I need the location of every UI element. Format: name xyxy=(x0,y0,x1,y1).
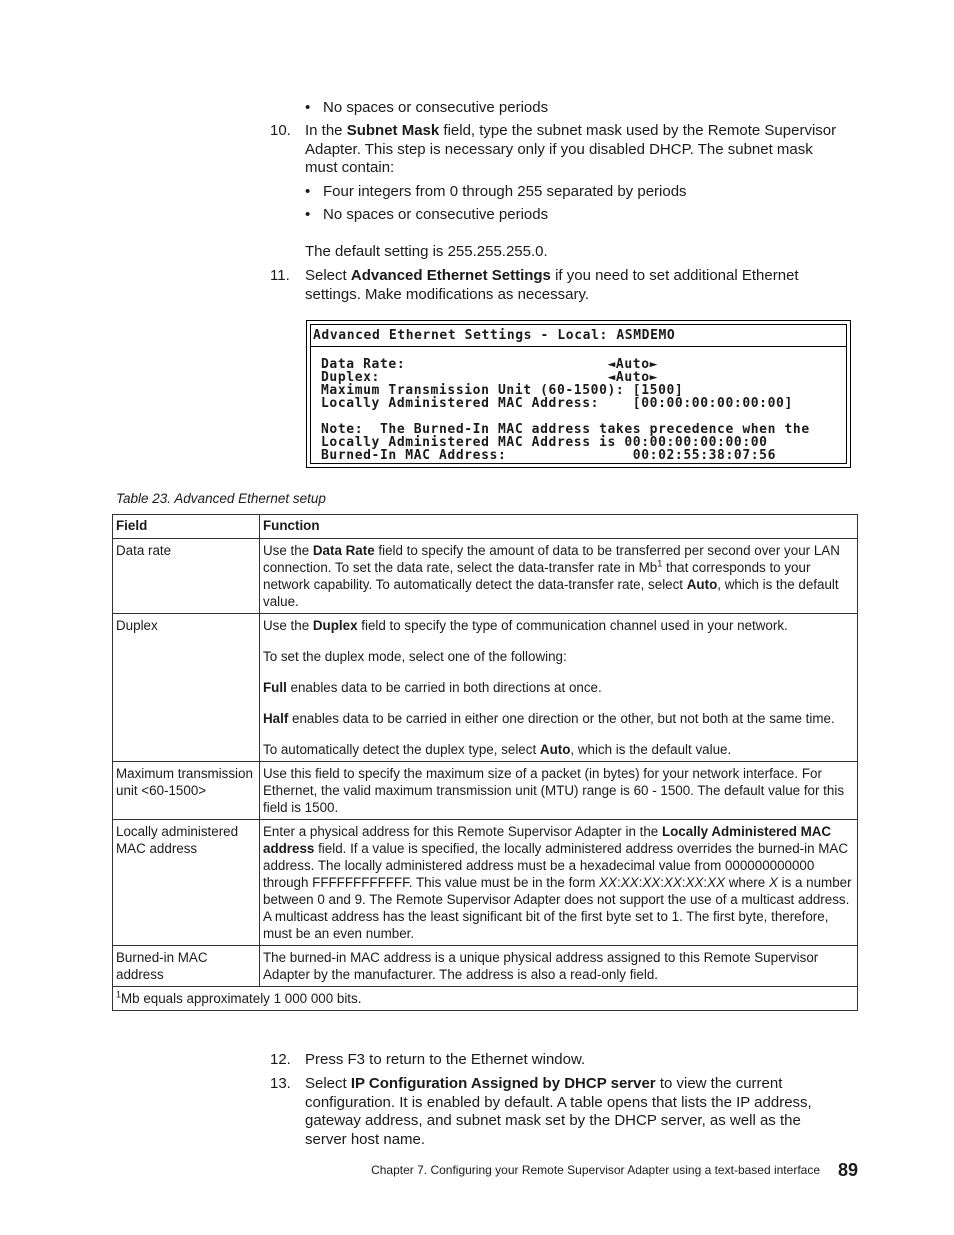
cell-paragraph xyxy=(263,617,854,634)
field-cell: Data rate xyxy=(113,539,260,614)
step-text-part: Select xyxy=(305,267,351,284)
mac-separator: : xyxy=(616,875,621,890)
step-number: 13. xyxy=(270,1075,291,1092)
step-12 xyxy=(270,1051,840,1070)
table-row xyxy=(113,820,858,946)
cell-text: field to specify the type of communication channel used in your network. xyxy=(357,618,788,633)
step-text xyxy=(305,267,840,304)
cell-paragraph xyxy=(263,741,854,758)
mac-format-part: XX xyxy=(707,875,726,890)
cell-text: where xyxy=(725,875,769,890)
terminal-line-note-cont: Locally Administered MAC Address is 00:00:00:00:00:00 xyxy=(321,435,768,450)
terminal-line-mtu: Maximum Transmission Unit (60-1500): [1500] xyxy=(321,383,684,398)
step-number: 10. xyxy=(270,122,291,139)
step-text: Press F3 to return to the Ethernet window. xyxy=(305,1051,586,1068)
table-footnote-row xyxy=(113,987,858,1011)
step-text-part: Select xyxy=(305,1075,351,1092)
ui-term: Half xyxy=(263,711,289,726)
ui-term: Auto xyxy=(686,577,718,592)
cell-text: enables data to be carried in either one direction or the other, but not both at the same time. xyxy=(288,711,835,726)
ui-term: Duplex xyxy=(312,618,358,633)
bullet-dot: • xyxy=(305,183,311,200)
ui-term: Auto xyxy=(539,742,571,757)
variable-x: X xyxy=(768,875,778,890)
cell-text: field to specify the amount of data to be transferred per second over your LAN connection. To set the data rate, select the data-transfer rate in Mb xyxy=(263,543,840,575)
cell-text: Use the xyxy=(263,618,313,633)
field-cell: Burned-in MAC address xyxy=(113,946,260,987)
bullet-dot: • xyxy=(305,99,311,116)
ui-term: Subnet Mask xyxy=(346,122,440,139)
mac-format-part: XX xyxy=(642,875,661,890)
table-caption: Table 23. Advanced Ethernet setup xyxy=(116,491,326,506)
field-cell: Locally administered MAC address xyxy=(113,820,260,946)
cell-text: field. If a value is specified, the locally administered address overrides the burned-in MAC address. The locally administered address must be a hexadecimal value from 000000000000 through FFFFFFFFFFFF. This value must be in the form xyxy=(263,841,849,890)
cell-text: Use the xyxy=(263,543,313,558)
ui-term: Locally Administered MAC address xyxy=(263,824,832,856)
function-cell xyxy=(260,614,858,762)
function-cell: The burned-in MAC address is a unique physical address assigned to this Remote Supervisor Adapter by the manufacturer. The address is also a read-only field. xyxy=(260,946,858,987)
table-header-row xyxy=(113,515,858,539)
cell-text: , which is the default value. xyxy=(570,742,732,757)
cell-paragraph xyxy=(263,710,854,727)
footnote-marker: 1 xyxy=(116,989,122,1000)
terminal-title-bar xyxy=(311,325,846,347)
function-cell xyxy=(260,539,858,614)
step-text xyxy=(305,1075,840,1149)
table-row xyxy=(113,946,858,987)
terminal-screen xyxy=(306,320,851,468)
step-number: 11. xyxy=(270,267,290,284)
function-cell xyxy=(260,820,858,946)
step-number: 12. xyxy=(270,1051,291,1068)
field-cell: Maximum transmission unit <60-1500> xyxy=(113,762,260,820)
bullet-text: No spaces or consecutive periods xyxy=(323,206,549,223)
step-text-part: to view the current configuration. It is enabled by default. A table opens that lists the IP address, gateway address, and subnet mask set by the DHCP server, as well as the server host name. xyxy=(305,1075,812,1148)
function-cell: Use this field to specify the maximum size of a packet (in bytes) for your network interface. For Ethernet, the valid maximum transmission unit (MTU) range is 60 - 1500. The default value for this field is 1500. xyxy=(260,762,858,820)
mac-format-part: XX xyxy=(620,875,639,890)
terminal-line-duplex: Duplex: ◄Auto► xyxy=(321,370,659,385)
mac-separator: : xyxy=(660,875,664,890)
terminal-line-local-mac: Locally Administered MAC Address: [00:00:00:00:00:00] xyxy=(321,396,793,411)
step-11 xyxy=(270,267,840,304)
table-row xyxy=(113,762,858,820)
table-row xyxy=(113,539,858,614)
column-header: Function xyxy=(260,515,858,539)
cell-text: Enter a physical address for this Remote Supervisor Adapter in the xyxy=(263,824,662,839)
step-10 xyxy=(270,122,840,178)
terminal-line-data-rate: Data Rate: ◄Auto► xyxy=(321,357,659,372)
bullet-text: Four integers from 0 through 255 separated by periods xyxy=(323,183,687,200)
default-setting-text: The default setting is 255.255.255.0. xyxy=(305,243,548,260)
advanced-ethernet-table xyxy=(112,514,858,1011)
cell-paragraph: To set the duplex mode, select one of the following: xyxy=(263,649,567,664)
step-text xyxy=(305,122,840,178)
column-header: Field xyxy=(113,515,260,539)
terminal-line-note: Note: The Burned-In MAC address takes precedence when the xyxy=(321,422,810,437)
step-text-part: In the xyxy=(305,122,347,139)
mac-separator: : xyxy=(638,875,643,890)
footnote-cell xyxy=(113,987,858,1011)
step-text-part: if you need to set additional Ethernet settings. Make modifications as necessary. xyxy=(305,267,799,303)
mac-format-part: XX xyxy=(685,875,704,890)
bullet-text: No spaces or consecutive periods xyxy=(323,99,549,116)
ui-term: Data Rate xyxy=(312,543,375,558)
page-number: 89 xyxy=(838,1160,859,1180)
mac-separator: : xyxy=(681,875,686,890)
mac-format-part: XX xyxy=(599,875,617,890)
ui-term: IP Configuration Assigned by DHCP server xyxy=(350,1075,656,1092)
cell-text: is a number between 0 and 9. The Remote Supervisor Adapter does not support the use of a multicast address. A multicast address has the least significant bit of the first byte set to 1. The first byte, therefore, must be an even number. xyxy=(263,875,852,941)
cell-text: To automatically detect the duplex type, select xyxy=(263,742,540,757)
footnote-text: Mb equals approximately 1 000 000 bits. xyxy=(121,991,362,1006)
step-text-part: field, type the subnet mask used by the Remote Supervisor Adapter. This step is necessary only if you disabled DHCP. The subnet mask must contain: xyxy=(305,122,837,176)
terminal-title: Advanced Ethernet Settings - Local: ASMDEMO xyxy=(313,328,676,343)
bullet-dot: • xyxy=(305,206,311,223)
ui-term: Full xyxy=(263,680,287,695)
table-row xyxy=(113,614,858,762)
chapter-footer: Chapter 7. Configuring your Remote Supervisor Adapter using a text-based interface xyxy=(371,1163,820,1177)
step-13 xyxy=(270,1075,840,1149)
cell-text: enables data to be carried in both directions at once. xyxy=(286,680,602,695)
mac-format-part: XX xyxy=(663,875,682,890)
field-cell: Duplex xyxy=(113,614,260,762)
cell-paragraph xyxy=(263,679,854,696)
ui-term: Advanced Ethernet Settings xyxy=(350,267,551,284)
mac-separator: : xyxy=(703,875,708,890)
footnote-ref: 1 xyxy=(657,558,663,569)
cell-text: , which is the default value. xyxy=(263,577,839,609)
cell-text: that corresponds to your network capability. To automatically detect the data-transfer rate, select xyxy=(263,560,811,592)
terminal-line-burned-mac: Burned-In MAC Address: 00:02:55:38:07:56 xyxy=(321,448,777,463)
